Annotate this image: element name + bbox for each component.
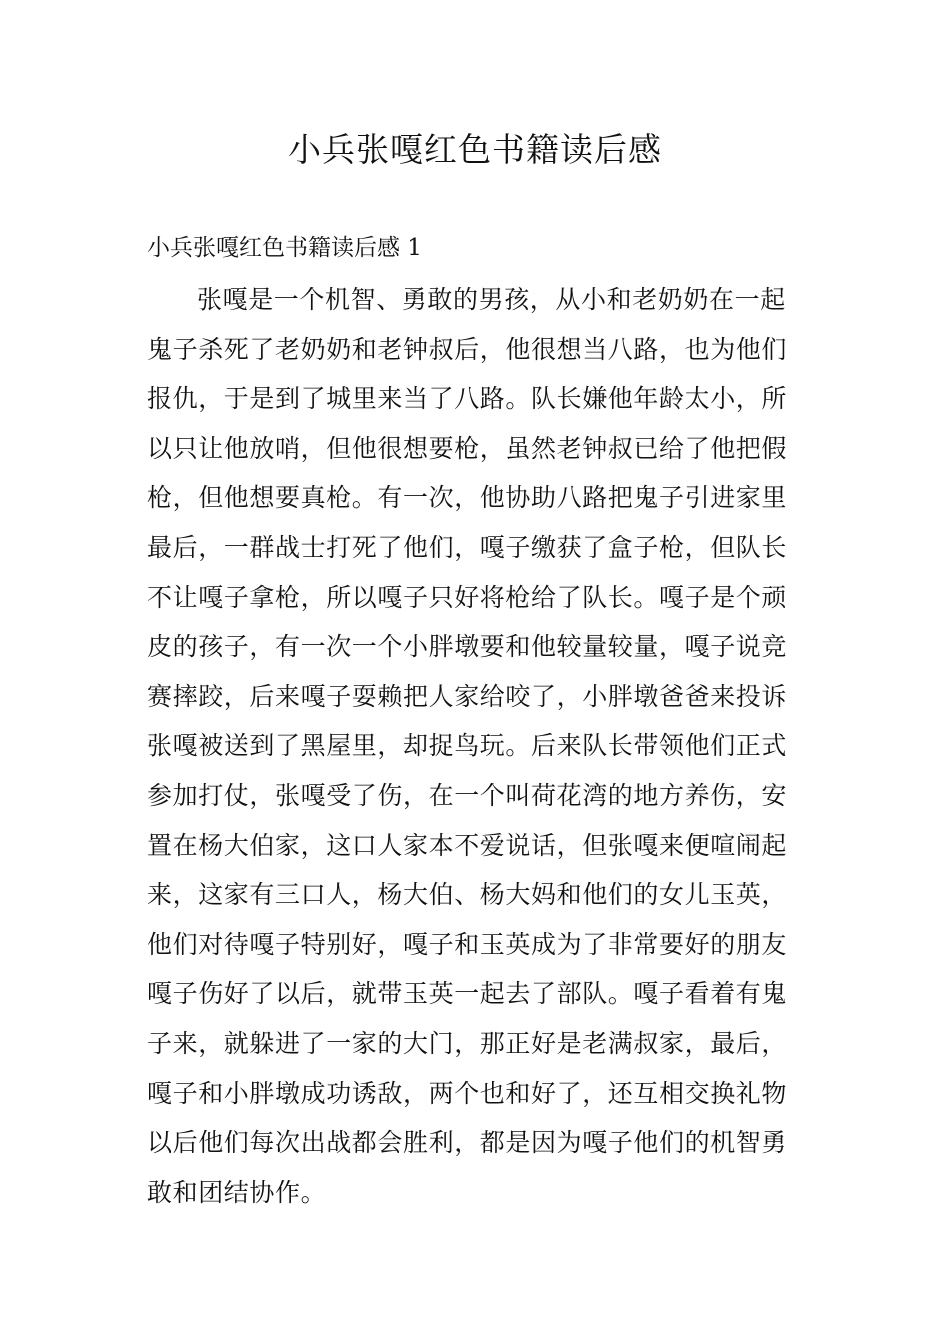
body-line: 置在杨大伯家，这口人家本不爱说话，但张嘎来便喧闹起 — [147, 830, 788, 860]
body-line: 赛摔跤，后来嘎子耍赖把人家给咬了，小胖墩爸爸来投诉 — [147, 681, 788, 711]
body-line: 皮的孩子，有一次一个小胖墩要和他较量较量，嘎子说竞 — [147, 632, 788, 662]
body-line: 鬼子杀死了老奶奶和老钟叔后，他很想当八路，也为他们 — [147, 334, 788, 364]
body-line: 来，这家有三口人，杨大伯、杨大妈和他们的女儿玉英， — [147, 880, 788, 910]
document-title: 小兵张嘎红色书籍读后感 — [288, 130, 662, 169]
body-line: 参加打仗，张嘎受了伤，在一个叫荷花湾的地方养伤，安 — [147, 780, 788, 810]
body-line: 他们对待嘎子特别好，嘎子和玉英成为了非常要好的朋友 — [147, 929, 788, 959]
body-line: 最后，一群战士打死了他们，嘎子缴获了盒子枪，但队长 — [147, 532, 788, 562]
section-heading: 小兵张嘎红色书籍读后感 1 — [147, 235, 422, 261]
body-line: 报仇，于是到了城里来当了八路。队长嫌他年龄太小，所 — [147, 384, 788, 414]
body-line: 张嘎是一个机智、勇敢的男孩，从小和老奶奶在一起 — [197, 285, 786, 314]
body-line: 不让嘎子拿枪，所以嘎子只好将枪给了队长。嘎子是个顽 — [147, 582, 788, 612]
body-line: 嘎子伤好了以后，就带玉英一起去了部队。嘎子看着有鬼 — [147, 979, 788, 1009]
body-line: 以后他们每次出战都会胜利，都是因为嘎子他们的机智勇 — [147, 1128, 788, 1158]
body-line: 枪，但他想要真枪。有一次，他协助八路把鬼子引进家里 — [147, 483, 788, 513]
body-line: 张嘎被送到了黑屋里，却捉鸟玩。后来队长带领他们正式 — [147, 731, 788, 761]
body-line: 嘎子和小胖墩成功诱敌，两个也和好了，还互相交换礼物 — [147, 1078, 788, 1108]
body-text — [147, 282, 817, 1224]
body-line: 敢和团结协作。 — [147, 1177, 327, 1207]
body-line: 子来，就躲进了一家的大门，那正好是老满叔家，最后， — [147, 1028, 788, 1058]
body-line: 以只让他放哨，但他很想要枪，虽然老钟叔已给了他把假 — [147, 433, 788, 463]
